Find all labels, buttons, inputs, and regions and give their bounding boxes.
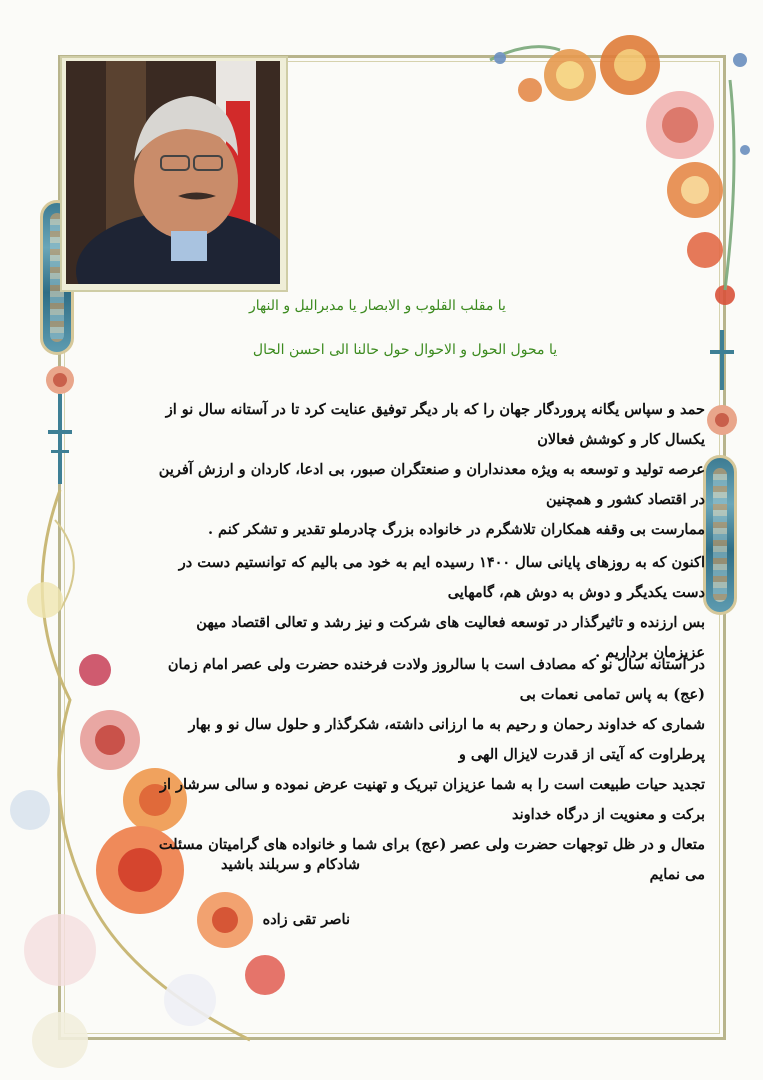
paragraph-line: در آستانه سال نو که مصادف است با سالروز ولادت فرخنده حضرت ولی عصر امام زمان (عج) به پاس تمامی نعمات بی <box>167 656 705 703</box>
floral-corner-top-right <box>470 20 760 320</box>
paragraph-line: تجدید حیات طبیعت است را به شما عزیزان تبریک و تهنیت عرض نموده و سالی سرشار از برکت و معنویت از درگاه خداوند <box>159 776 705 823</box>
paragraph-1 <box>150 395 705 545</box>
paragraph-line: حمد و سپاس یگانه پروردگار جهان را که بار دیگر توفیق عنایت کرد تا در آستانه سال نو از یکسال کار و کوشش فعالان <box>165 401 705 448</box>
paragraph-line: اکنون که به روزهای پایانی سال ۱۴۰۰ رسیده ایم به خود می بالیم که توانستیم دست در دست یکدیگر و دوش به دوش هم، گامهایی <box>178 554 705 601</box>
paragraph-line: ممارست بی وقفه همکاران تلاشگرم در خانواده بزرگ چادرملو تقدیر و تشکر کنم . <box>207 521 705 538</box>
paragraph-line: متعال و در ظل توجهات حضرت ولی عصر (عج) برای شما و خانواده های گرامیتان مسئلت می نمایم <box>158 836 705 883</box>
left-ornament-stem <box>38 350 82 490</box>
paragraph-line: بس ارزنده و تاثیرگذار در توسعه فعالیت های شرکت و نیز رشد و تعالی اقتصاد میهن عزیزمان برداریم . <box>196 614 705 661</box>
rose-6 <box>79 654 111 686</box>
paragraph-line: شماری که خداوند رحمان و رحیم به ما ارزانی داشته، شکرگذار و حلول سال نو و بهار پرطراوت که آیتی از قدرت لایزال الهی و <box>188 716 705 763</box>
paragraph-line: عرصه تولید و توسعه به ویژه معدنداران و صنعتگران صبور، بی ادعا، کاردان و ارزش آفرین در اقتصاد کشور و همچنین <box>158 461 705 508</box>
invocation-line-2: یا محول الحول و الاحوال حول حالنا الی احسن الحال <box>252 342 558 358</box>
right-ornament-stem <box>700 330 744 460</box>
portrait-photo <box>66 61 280 284</box>
rose-5 <box>245 955 285 995</box>
invocation-line-1: یا مقلب القلوب و الابصار یا مدبرالیل و النهار <box>249 298 506 314</box>
flower-5 <box>687 232 723 268</box>
right-ornament-panel <box>703 455 737 615</box>
closing-line: شادکام و سربلند باشید <box>220 856 360 873</box>
signature: ناصر تقی زاده <box>262 911 350 928</box>
